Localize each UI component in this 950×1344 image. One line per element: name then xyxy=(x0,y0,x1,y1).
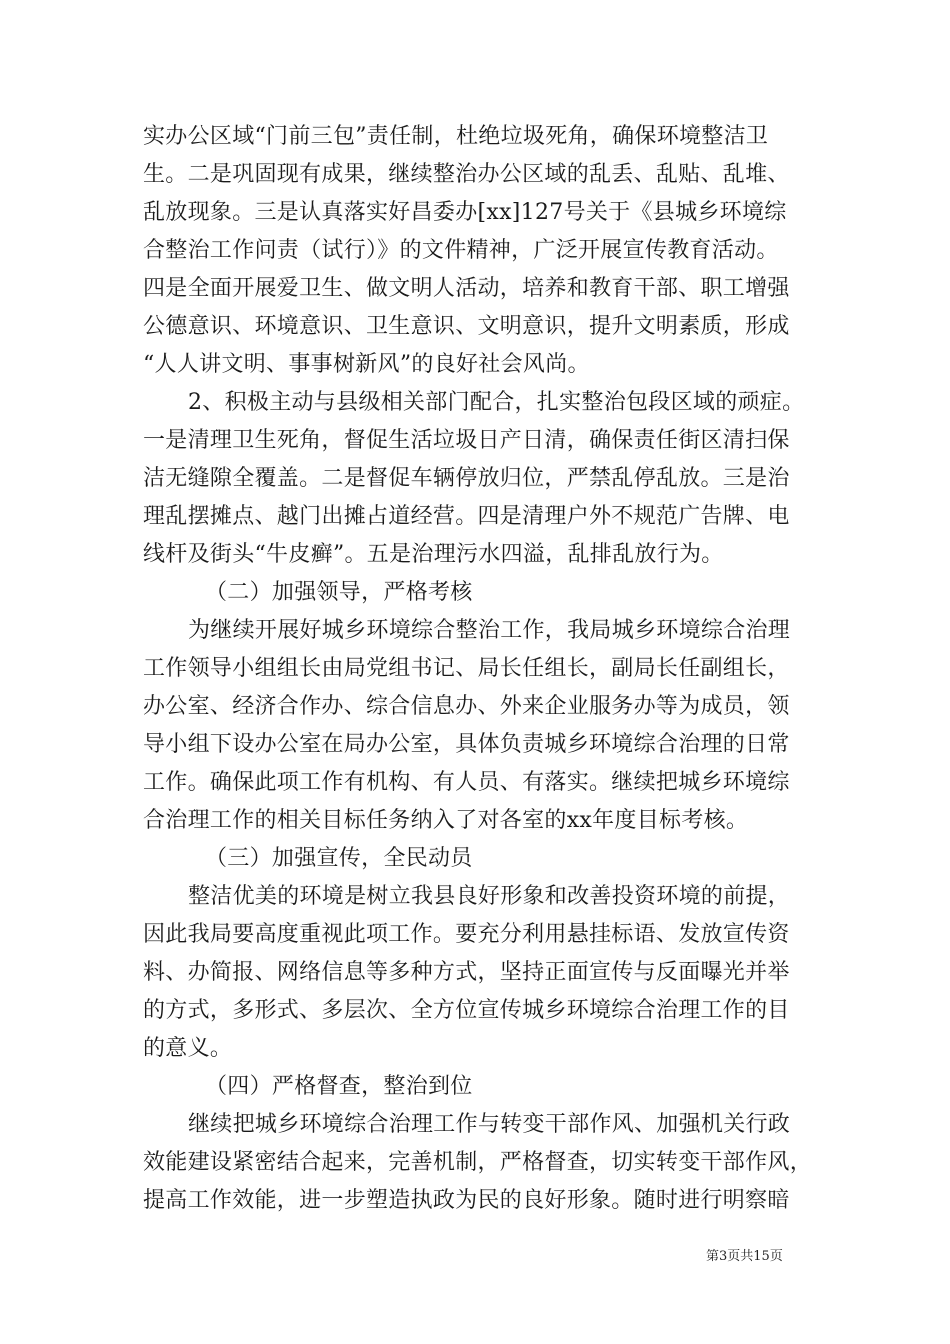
paragraph-start-line: 继续把城乡环境综合治理工作与转变干部作风、加强机关行政 xyxy=(188,1112,791,1137)
text-line: 一是清理卫生死角，督促生活垃圾日产日清，确保责任街区清扫保 xyxy=(143,428,790,453)
text-line: 效能建设紧密结合起来，完善机制，严格督查，切实转变干部作风， xyxy=(143,1150,813,1175)
section-heading: （二）加强领导，严格考核 xyxy=(205,580,473,605)
text-line: 的意义。 xyxy=(143,1036,233,1061)
text-line: 洁无缝隙全覆盖。二是督促车辆停放归位，严禁乱停乱放。三是治 xyxy=(143,466,790,491)
text-line: 乱放现象。三是认真落实好昌委办[xx]127号关于《县城乡环境综 xyxy=(143,200,787,225)
text-line: 料、办简报、网络信息等多种方式，坚持正面宣传与反面曝光并举 xyxy=(143,960,790,985)
paragraph-start-line: 为继续开展好城乡环境综合整治工作，我局城乡环境综合治理 xyxy=(188,618,791,643)
text-line: 办公室、经济合作办、综合信息办、外来企业服务办等为成员，领 xyxy=(143,694,790,719)
text-line: “人人讲文明、事事树新风”的良好社会风尚。 xyxy=(143,352,590,377)
paragraph-start-line: 整洁优美的环境是树立我县良好形象和改善投资环境的前提， xyxy=(188,884,791,909)
text-line: 导小组下设办公室在局办公室，具体负责城乡环境综合治理的日常 xyxy=(143,732,790,757)
paragraph-start-line: 2、积极主动与县级相关部门配合，扎实整治包段区域的顽症。 xyxy=(188,390,805,415)
text-line: 工作领导小组组长由局党组书记、局长任组长，副局长任副组长， xyxy=(143,656,790,681)
section-heading: （四）严格督查，整治到位 xyxy=(205,1074,473,1099)
text-line: 公德意识、环境意识、卫生意识、文明意识，提升文明素质，形成 xyxy=(143,314,790,339)
section-heading: （三）加强宣传，全民动员 xyxy=(205,846,473,871)
text-line: 生。二是巩固现有成果，继续整治办公区域的乱丢、乱贴、乱堆、 xyxy=(143,162,790,187)
text-line: 合整治工作问责（试行）》的文件精神，广泛开展宣传教育活动。 xyxy=(143,238,779,263)
text-line: 线杆及街头“牛皮癣”。五是治理污水四溢，乱排乱放行为。 xyxy=(143,542,724,567)
text-line: 工作。确保此项工作有机构、有人员、有落实。继续把城乡环境综 xyxy=(143,770,790,795)
page-number: 第3页共15页 xyxy=(706,1249,783,1264)
text-line: 合治理工作的相关目标任务纳入了对各室的xx年度目标考核。 xyxy=(143,808,749,833)
text-line: 理乱摆摊点、越门出摊占道经营。四是清理户外不规范广告牌、电 xyxy=(143,504,790,529)
text-line: 实办公区域“门前三包”责任制，杜绝垃圾死角，确保环境整洁卫 xyxy=(143,124,769,149)
text-line: 的方式，多形式、多层次、全方位宣传城乡环境综合治理工作的目 xyxy=(143,998,790,1023)
text-line: 因此我局要高度重视此项工作。要充分利用悬挂标语、发放宣传资 xyxy=(143,922,790,947)
text-line: 四是全面开展爱卫生、做文明人活动，培养和教育干部、职工增强 xyxy=(143,276,790,301)
text-line: 提高工作效能，进一步塑造执政为民的良好形象。随时进行明察暗 xyxy=(143,1188,790,1213)
